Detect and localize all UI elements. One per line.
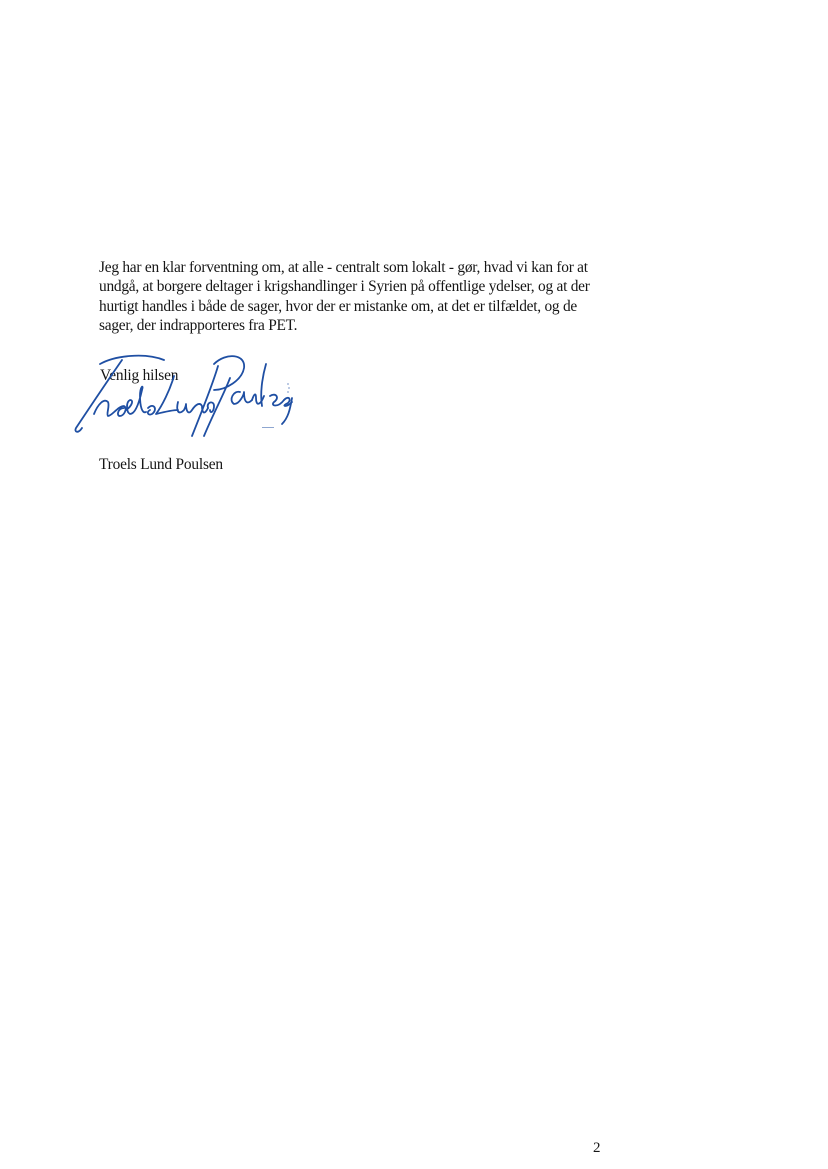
paragraph-line: hurtigt handles i både de sager, hvor der er mistanke om, at det er tilfældet, og de bbox=[99, 297, 578, 315]
body-paragraph bbox=[99, 258, 659, 335]
page-number: 2 bbox=[593, 1140, 601, 1156]
paragraph-line: Jeg har en klar forventning om, at alle - centralt som lokalt - gør, hvad vi kan for at bbox=[99, 259, 588, 276]
paragraph-line: undgå, at borgere deltager i krigshandlinger i Syrien på offentlige ydelser, og at der bbox=[99, 278, 590, 296]
closing-salutation: Venlig hilsen bbox=[100, 367, 179, 384]
signer-name: Troels Lund Poulsen bbox=[99, 456, 223, 473]
handwritten-signature bbox=[64, 350, 300, 440]
paragraph-line: sager, der indrapporteres fra PET. bbox=[99, 316, 298, 334]
